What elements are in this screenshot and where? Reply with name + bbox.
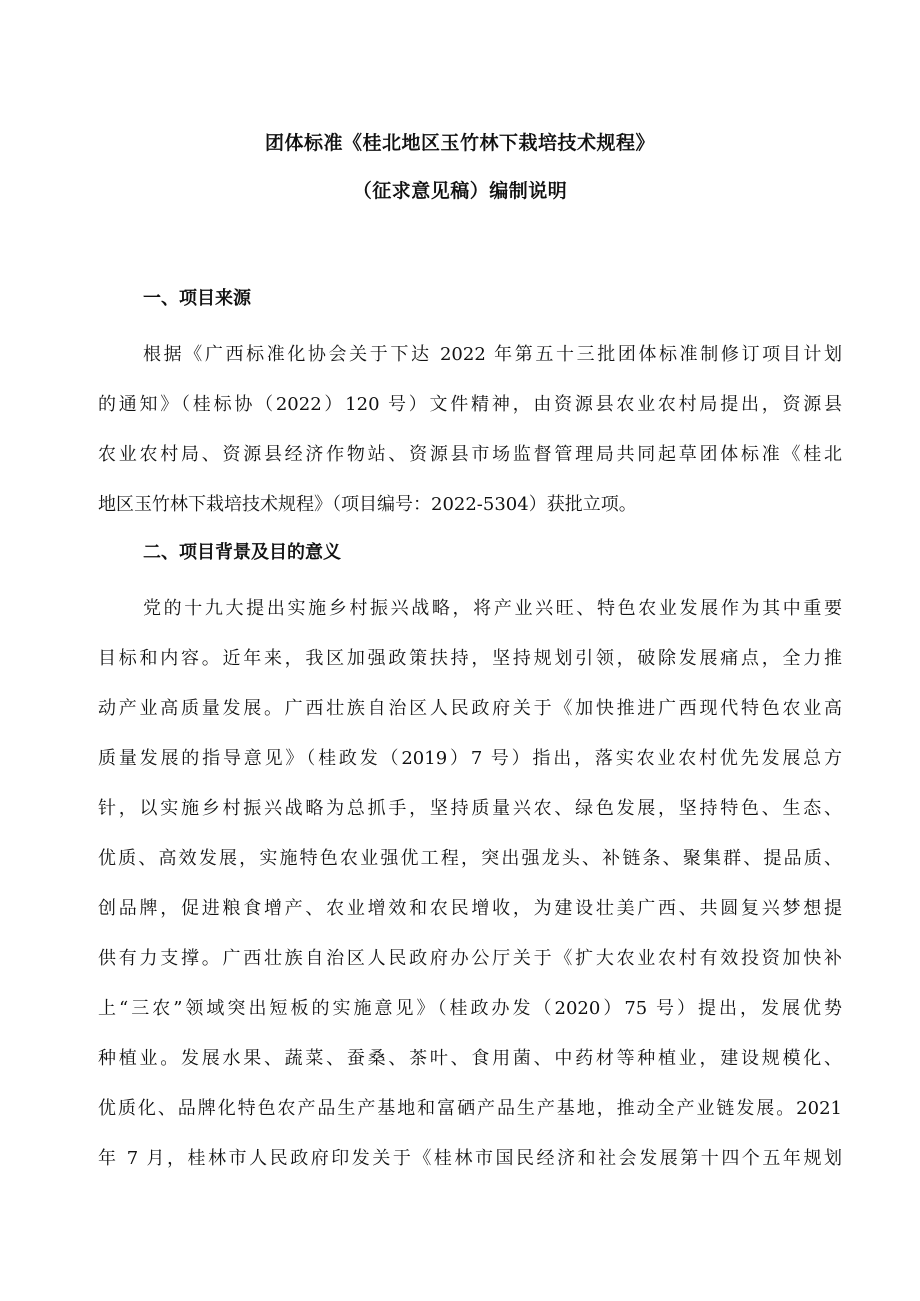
paragraph-line: 目标和内容。近年来，我区加强政策扶持，坚持规划引领，破除发展痛点，全力推 bbox=[98, 648, 842, 669]
paragraph-line: 地区玉竹林下栽培技术规程》（项目编号：2022-5304）获批立项。 bbox=[98, 494, 637, 515]
paragraph-line: 农业农村局、资源县经济作物站、资源县市场监督管理局共同起草团体标准《桂北 bbox=[98, 444, 842, 465]
paragraph-line: 年 7 月，桂林市人民政府印发关于《桂林市国民经济和社会发展第十四个五年规划 bbox=[98, 1148, 842, 1169]
paragraph-line: 供有力支撑。广西壮族自治区人民政府办公厅关于《扩大农业农村有效投资加快补 bbox=[98, 948, 842, 969]
paragraph-line: 针，以实施乡村振兴战略为总抓手，坚持质量兴农、绿色发展，坚持特色、生态、 bbox=[98, 798, 842, 819]
paragraph-line: 党的十九大提出实施乡村振兴战略，将产业兴旺、特色农业发展作为其中重要 bbox=[143, 598, 842, 619]
paragraph-line: 优质化、品牌化特色农产品生产基地和富硒产品生产基地，推动全产业链发展。2021 bbox=[98, 1098, 842, 1119]
section-heading-project-source: 一、项目来源 bbox=[143, 288, 251, 309]
document-title-line-1: 团体标准《桂北地区玉竹林下栽培技术规程》 bbox=[264, 132, 655, 154]
section-paragraph-background bbox=[98, 584, 842, 1184]
paragraph-line: 质量发展的指导意见》（桂政发（2019）7 号）指出，落实农业农村优先发展总方 bbox=[98, 748, 842, 769]
paragraph-line: 动产业高质量发展。广西壮族自治区人民政府关于《加快推进广西现代特色农业高 bbox=[98, 698, 842, 719]
document-title-line-2: （征求意见稿）编制说明 bbox=[352, 180, 568, 202]
paragraph-line: 的通知》（桂标协（2022）120 号）文件精神，由资源县农业农村局提出，资源县 bbox=[98, 394, 842, 415]
paragraph-line: 种植业。发展水果、蔬菜、蚕桑、茶叶、食用菌、中药材等种植业，建设规模化、 bbox=[98, 1048, 842, 1069]
paragraph-line: 根据《广西标准化协会关于下达 2022 年第五十三批团体标准制修订项目计划 bbox=[143, 344, 842, 365]
paragraph-line: 创品牌，促进粮食增产、农业增效和农民增收，为建设壮美广西、共圆复兴梦想提 bbox=[98, 898, 842, 919]
paragraph-line: 优质、高效发展，实施特色农业强优工程，突出强龙头、补链条、聚集群、提品质、 bbox=[98, 848, 842, 869]
paragraph-line: 上“三农”领域突出短板的实施意见》（桂政办发（2020）75 号）提出，发展优势 bbox=[98, 998, 842, 1019]
section-heading-background: 二、项目背景及目的意义 bbox=[143, 542, 341, 563]
section-paragraph-project-source bbox=[98, 330, 842, 530]
